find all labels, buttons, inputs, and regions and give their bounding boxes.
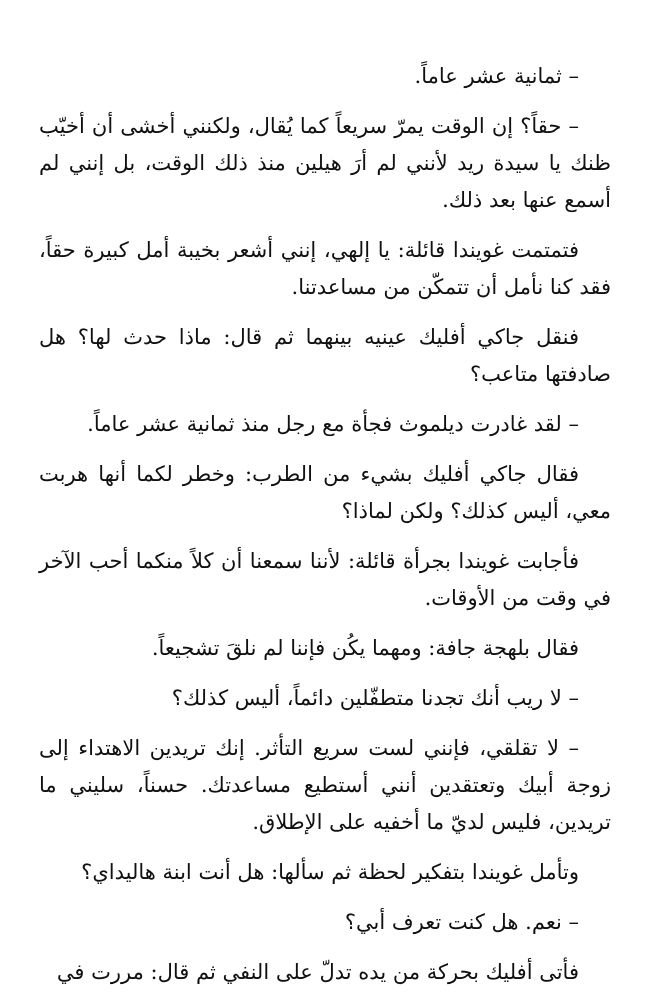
paragraph: – لقد غادرت ديلموث فجأة مع رجل منذ ثمانية عشر عاماً. xyxy=(87,412,579,436)
paragraph: فأتى أفليك بحركة من يده تدلّ على النفي ثم قال: مررت في xyxy=(56,960,579,984)
paragraph: – نعم. هل كنت تعرف أبي؟ xyxy=(344,910,579,934)
paragraph: وتأمل غويندا بتفكير لحظة ثم سألها: هل أنت ابنة هاليداي؟ xyxy=(81,860,579,884)
paragraph: فنقل جاكي أفليك عينيه بينهما ثم قال: ماذا حدث لها؟ هل صادفتها متاعب؟ xyxy=(39,325,611,386)
book-page xyxy=(39,58,611,1000)
paragraph: – حقاً؟ إن الوقت يمرّ سريعاً كما يُقال، ولكنني أخشى أن أخيّب ظنك يا سيدة ريد لأنني لم أرَ هيلين منذ ذلك الوقت، بل إنني لم أسمع عنها بعد ذلك. xyxy=(39,114,611,212)
paragraph: – لا تقلقي، فإنني لست سريع التأثر. إنك تريدين الاهتداء إلى زوجة أبيك وتعتقدين أنني أستطيع مساعدتك. حسناً، سليني ما تريدين، فليس لديّ ما أخفيه على الإطلاق. xyxy=(39,736,611,834)
paragraph: – لا ريب أنك تجدنا متطفّلين دائماً، أليس كذلك؟ xyxy=(171,686,579,710)
paragraph: – ثمانية عشر عاماً. xyxy=(414,64,579,88)
paragraph: فتمتمت غويندا قائلة: يا إلهي، إنني أشعر بخيبة أمل كبيرة حقاً، فقد كنا نأمل أن تتمكّن من مساعدتنا. xyxy=(39,238,611,299)
paragraph: فأجابت غويندا بجرأة قائلة: لأننا سمعنا أن كلاً منكما أحب الآخر في وقت من الأوقات. xyxy=(39,549,611,610)
paragraph: فقال بلهجة جافة: ومهما يكُن فإننا لم نلقَ تشجيعاً. xyxy=(151,636,579,660)
paragraph: فقال جاكي أفليك بشيء من الطرب: وخطر لكما أنها هربت معي، أليس كذلك؟ ولكن لماذا؟ xyxy=(39,462,611,523)
